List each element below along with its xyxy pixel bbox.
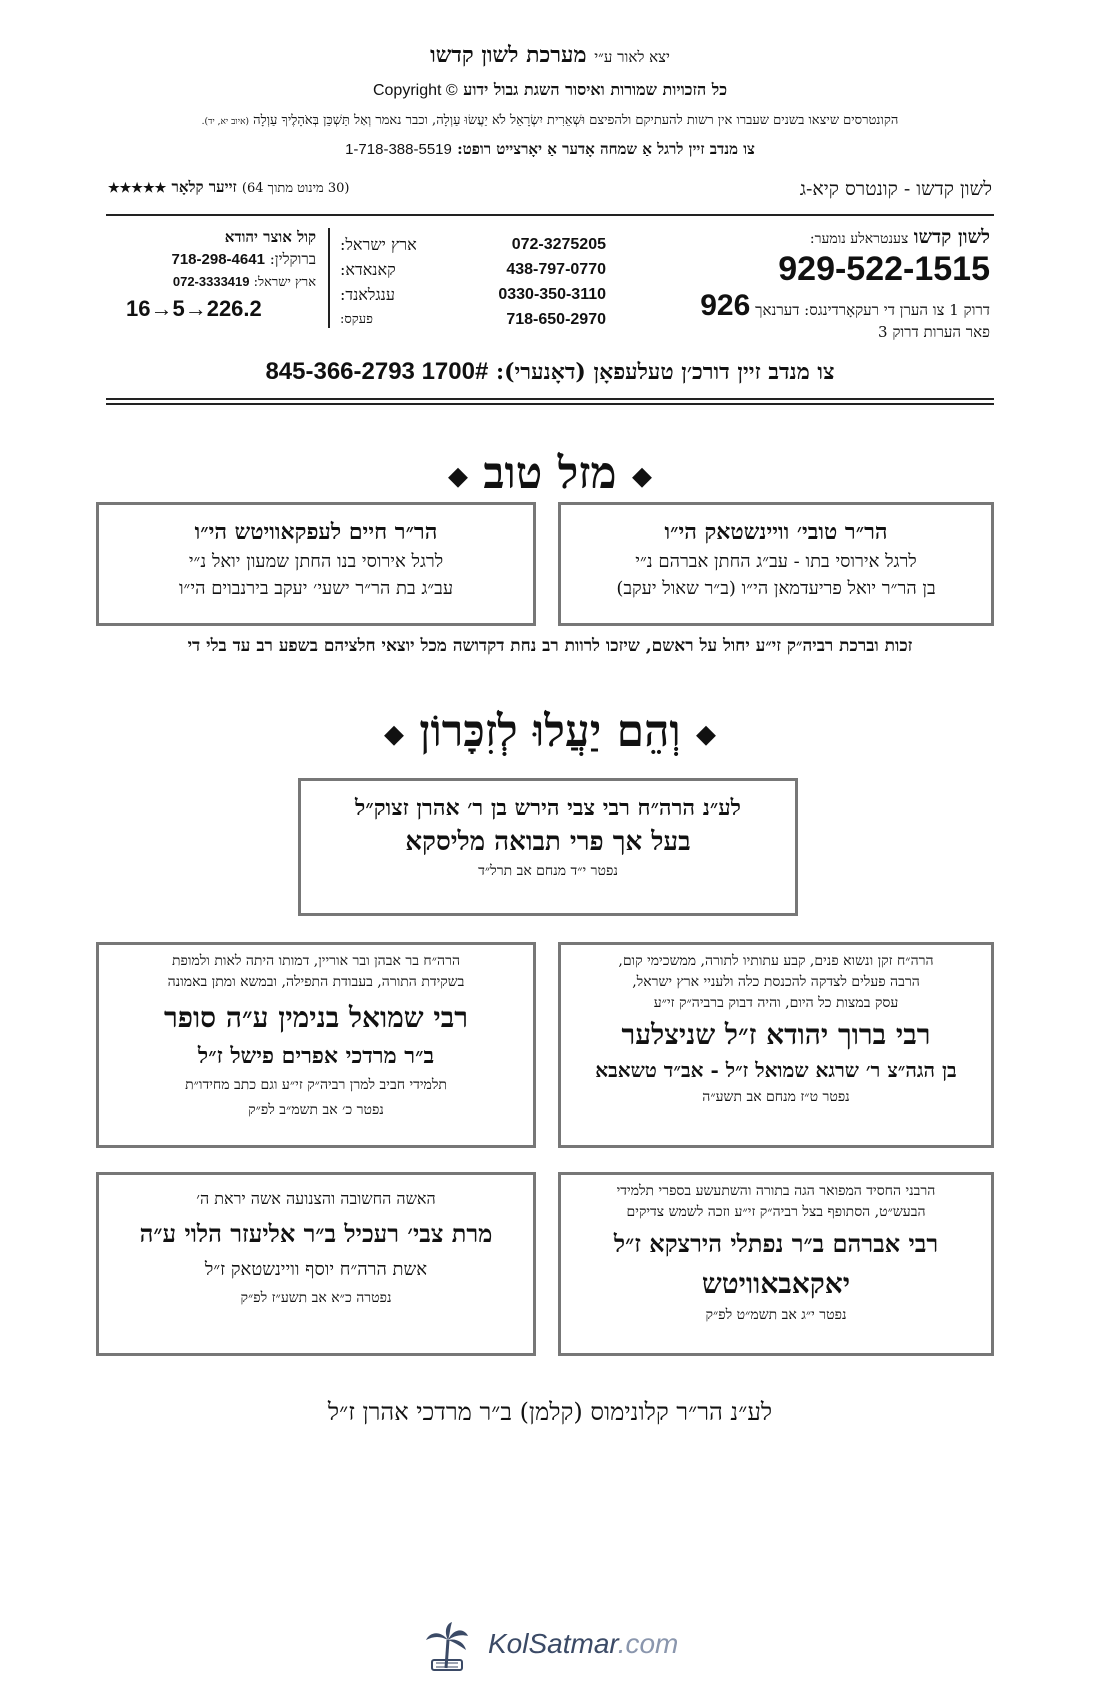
diamond-icon: ◆	[696, 719, 717, 750]
intl-number[interactable]: 072-3275205	[511, 236, 606, 253]
logo-text	[488, 1628, 678, 1660]
central-subtitle: צענטראלע נומער:	[809, 231, 909, 247]
diamond-icon: ◆	[448, 461, 469, 492]
box-line: הרה״ח בר אבהן ובר אוריין, דמותו היתה לאות ולמופת	[171, 953, 460, 969]
memorial-heading	[0, 706, 1100, 757]
box-line: הרבני החסיד המפואר הגה בתורה והשתעשע בספרי תלמידי	[616, 1183, 936, 1199]
box-line: הר״ר טובי׳ וויינשטאק הי״ו	[664, 519, 888, 545]
box-line: בן הר״ר יואל פריעדמאן הי״ו (ב״ר שאול יעקב)	[616, 578, 936, 599]
rights-line	[0, 80, 1100, 100]
issue-duration: (30 מינוט מתוך 64)	[241, 181, 350, 196]
donor-line	[0, 140, 1100, 159]
donor-text: צו מנדב זיין לרגל אַ שמחה אָדער אַ יאָרצייט רופט:	[457, 140, 755, 158]
diamond-icon: ◆	[631, 461, 652, 492]
warning-source: (איוב יא, יד).	[201, 117, 249, 127]
press-line	[690, 289, 990, 323]
warning-line	[40, 112, 1060, 128]
final-memorial-line: לע״נ הר״ר קלונימוס (קלמן) ב״ר מרדכי אהרן ז״ל	[327, 1398, 773, 1426]
palm-tree-icon	[418, 1618, 474, 1674]
intl-label: קאנאדא:	[340, 260, 396, 279]
donor-phone: 1-718-388-5519	[345, 141, 452, 158]
issue-title-text: לשון קדשו - קונטרס קיא-ג	[799, 178, 992, 200]
logo-domain: .com	[617, 1628, 679, 1659]
box-line: הר״ר חיים לעפקאוויטש הי״ו	[194, 519, 438, 545]
rights-text: כל הזכויות שמורות ואיסור השגת גבול ידוע	[463, 80, 728, 99]
mazal-tov-box-right	[558, 502, 994, 626]
rating-label: זייער קלאָר	[171, 178, 237, 196]
box-line: רבי אברהם ב״ר נפתלי הירצקא ז״ל	[613, 1229, 939, 1258]
memorial-box-a	[558, 942, 994, 1148]
mazal-tov-title: מזל טוב	[483, 448, 617, 499]
notes-line: פאר הערות דרוק 3	[878, 323, 990, 341]
box-line: ב״ר מרדכי אפרים פישל ז״ל	[197, 1043, 435, 1069]
intl-row-england	[340, 282, 606, 307]
box-line: נפטר כ׳ אב תשמ״ב לפ״ק	[248, 1102, 384, 1118]
divider-double-2	[106, 403, 994, 405]
intl-number[interactable]: 0330-350-3110	[498, 286, 606, 303]
intl-label: ארץ ישראל:	[340, 235, 417, 254]
box-line: רבי ברוך יהודא ז״ל שניצלער	[621, 1018, 931, 1051]
publisher-prefix: יצא לאור ע״י	[594, 48, 670, 66]
issue-rating	[108, 178, 349, 197]
central-number-panel	[690, 226, 990, 342]
box-line: אשת הרה״ח יוסף וויינשטאק ז״ל	[204, 1259, 428, 1280]
intl-number[interactable]: 438-797-0770	[506, 261, 606, 278]
box-line: מרת צבי׳ רעכיל ב״ר אליעזר הלוי ע״ה	[139, 1219, 493, 1248]
memorial-main-box	[298, 778, 798, 916]
israel-label: ארץ ישראל:	[253, 275, 316, 290]
box-line: לע״נ הרה״ח רבי צבי הירש בן ר׳ אהרן זצוק״ל	[355, 795, 741, 821]
menu-sequence: 16→5→226.2	[126, 296, 262, 321]
box-line: בעל אך פרי תבואה מליסקא	[405, 827, 691, 857]
central-phone-number[interactable]: 929-522-1515	[778, 250, 990, 288]
box-line: נפטר י״ד מנחם אב תרל״ד	[478, 863, 618, 879]
logo-name: KolSatmar	[488, 1628, 618, 1659]
central-title: לשון קדשו	[913, 226, 990, 248]
kol-otzar-panel	[126, 226, 316, 320]
box-line: האשה החשובה והצנועה אשה יראת ה׳	[196, 1189, 436, 1208]
blessing-line: זכות וברכת רביה״ק זי״ע יחול על ראשם, שיזכו לרוות רב נחת דקדושה מכל יוצאי חלציהם בשפע רב עד בלי די	[187, 636, 913, 656]
box-line: תלמידי חביב למרן רביה״ק זי״ע וגם כתב מחידו״ת	[185, 1077, 447, 1093]
intl-row-fax	[340, 307, 606, 332]
central-title-line	[690, 226, 990, 249]
box-line: יאקאבאוויטש	[701, 1267, 851, 1300]
brooklyn-line	[126, 248, 316, 271]
israel-line	[126, 271, 316, 294]
rating-stars: ★★★★★	[108, 181, 167, 196]
box-line: הבעש״ט, הסתופף בצל רביה״ק זי״ע וזכה לשמש צדיקים	[626, 1204, 926, 1220]
kolsatmar-logo[interactable]	[418, 1618, 698, 1674]
telephone-donation-line	[0, 358, 1100, 386]
brooklyn-number[interactable]: 718-298-4641	[171, 251, 265, 268]
intl-row-canada	[340, 257, 606, 282]
memorial-box-d	[96, 1172, 536, 1356]
telephone-text: צו מנדב זיין דורכ׳ן טעלעפאָן (דאָנערי):	[495, 359, 835, 385]
mazal-tov-heading	[0, 448, 1100, 499]
box-line: בשקידת התורה, בעבודת התפילה, ובמשא ומתן באמונה	[167, 974, 465, 990]
intl-label: ענגלאנד:	[340, 285, 395, 304]
box-line: הרה״ח זקן ונשוא פנים, קבע עתותיו לתורה, ממשכימי קום,	[618, 953, 934, 969]
memorial-box-b	[96, 942, 536, 1148]
box-line: לרגל אירוסי בנו החתן שמעון יואל נ״י	[188, 551, 444, 572]
warning-text: הקונטרסים שיצאו בשנים שעברו אין רשות להעתיקם ולהפיצם וּשְׁאֵרִית יִשְׂרָאֵל לֹא יַעֲשׂוּ עַוְלָה, וכבר נאמר וְאַל תַּשְׁכֵּן בְּאֹהָלֶיךָ עַוְלָה	[253, 113, 899, 128]
press-code: 926	[700, 289, 751, 322]
box-line: לרגל אירוסי בתו - עב״ג החתן אברהם נ״י	[635, 551, 917, 572]
panel-divider	[328, 228, 330, 328]
diamond-icon: ◆	[383, 719, 404, 750]
intl-label: פעקס:	[340, 312, 373, 327]
kol-otzar-title: קול אוצר יהודא	[224, 228, 316, 246]
box-line: בן הגה״צ ר׳ שרגא שמואל ז״ל - אב״ד טשאבא	[595, 1058, 957, 1082]
box-line: עסק במצות כל היום, והיה דבוק ברביה״ק זי״ע	[653, 995, 899, 1011]
publisher-name: מערכת לשון קדשו	[430, 42, 587, 68]
box-line: עב״ג בת הר״ר ישעי׳ יעקב בירנבוים הי״ו	[178, 578, 454, 599]
memorial-box-c	[558, 1172, 994, 1356]
international-numbers-panel	[340, 232, 606, 332]
divider-top	[106, 214, 994, 216]
copyright-text: Copyright ©	[372, 82, 458, 99]
issue-title	[800, 178, 992, 201]
box-line: רבי שמואל בנימין ע״ה סופר	[164, 1001, 468, 1034]
intl-number[interactable]: 718-650-2970	[506, 311, 606, 328]
intl-row-israel	[340, 232, 606, 257]
telephone-number[interactable]: 845-366-2793 1700#	[265, 358, 489, 385]
mazal-tov-box-left	[96, 502, 536, 626]
box-line: הרבה פעלים לצדקה להכנסת כלה ולעניי ארץ ישראל,	[632, 974, 920, 990]
memorial-title: וְהֵם יַעֲלוּ לְזִכָּרוֹן	[419, 706, 681, 757]
publisher-line	[0, 42, 1100, 68]
divider-double-1	[106, 398, 994, 400]
box-line: נפטר י״ג אב תשמ״ט לפ״ק	[705, 1307, 847, 1323]
press-text: דרוק 1 צו הערן די רעקאָרדינגס: דערנאך	[755, 301, 990, 319]
box-line: נפטרה כ״א אב תשע״ז לפ״ק	[240, 1290, 392, 1306]
box-line: נפטר ט״ז מנחם אב תשע״ה	[702, 1089, 850, 1105]
israel-number[interactable]: 072-3333419	[172, 274, 250, 289]
brooklyn-label: ברוקלין:	[269, 250, 316, 268]
